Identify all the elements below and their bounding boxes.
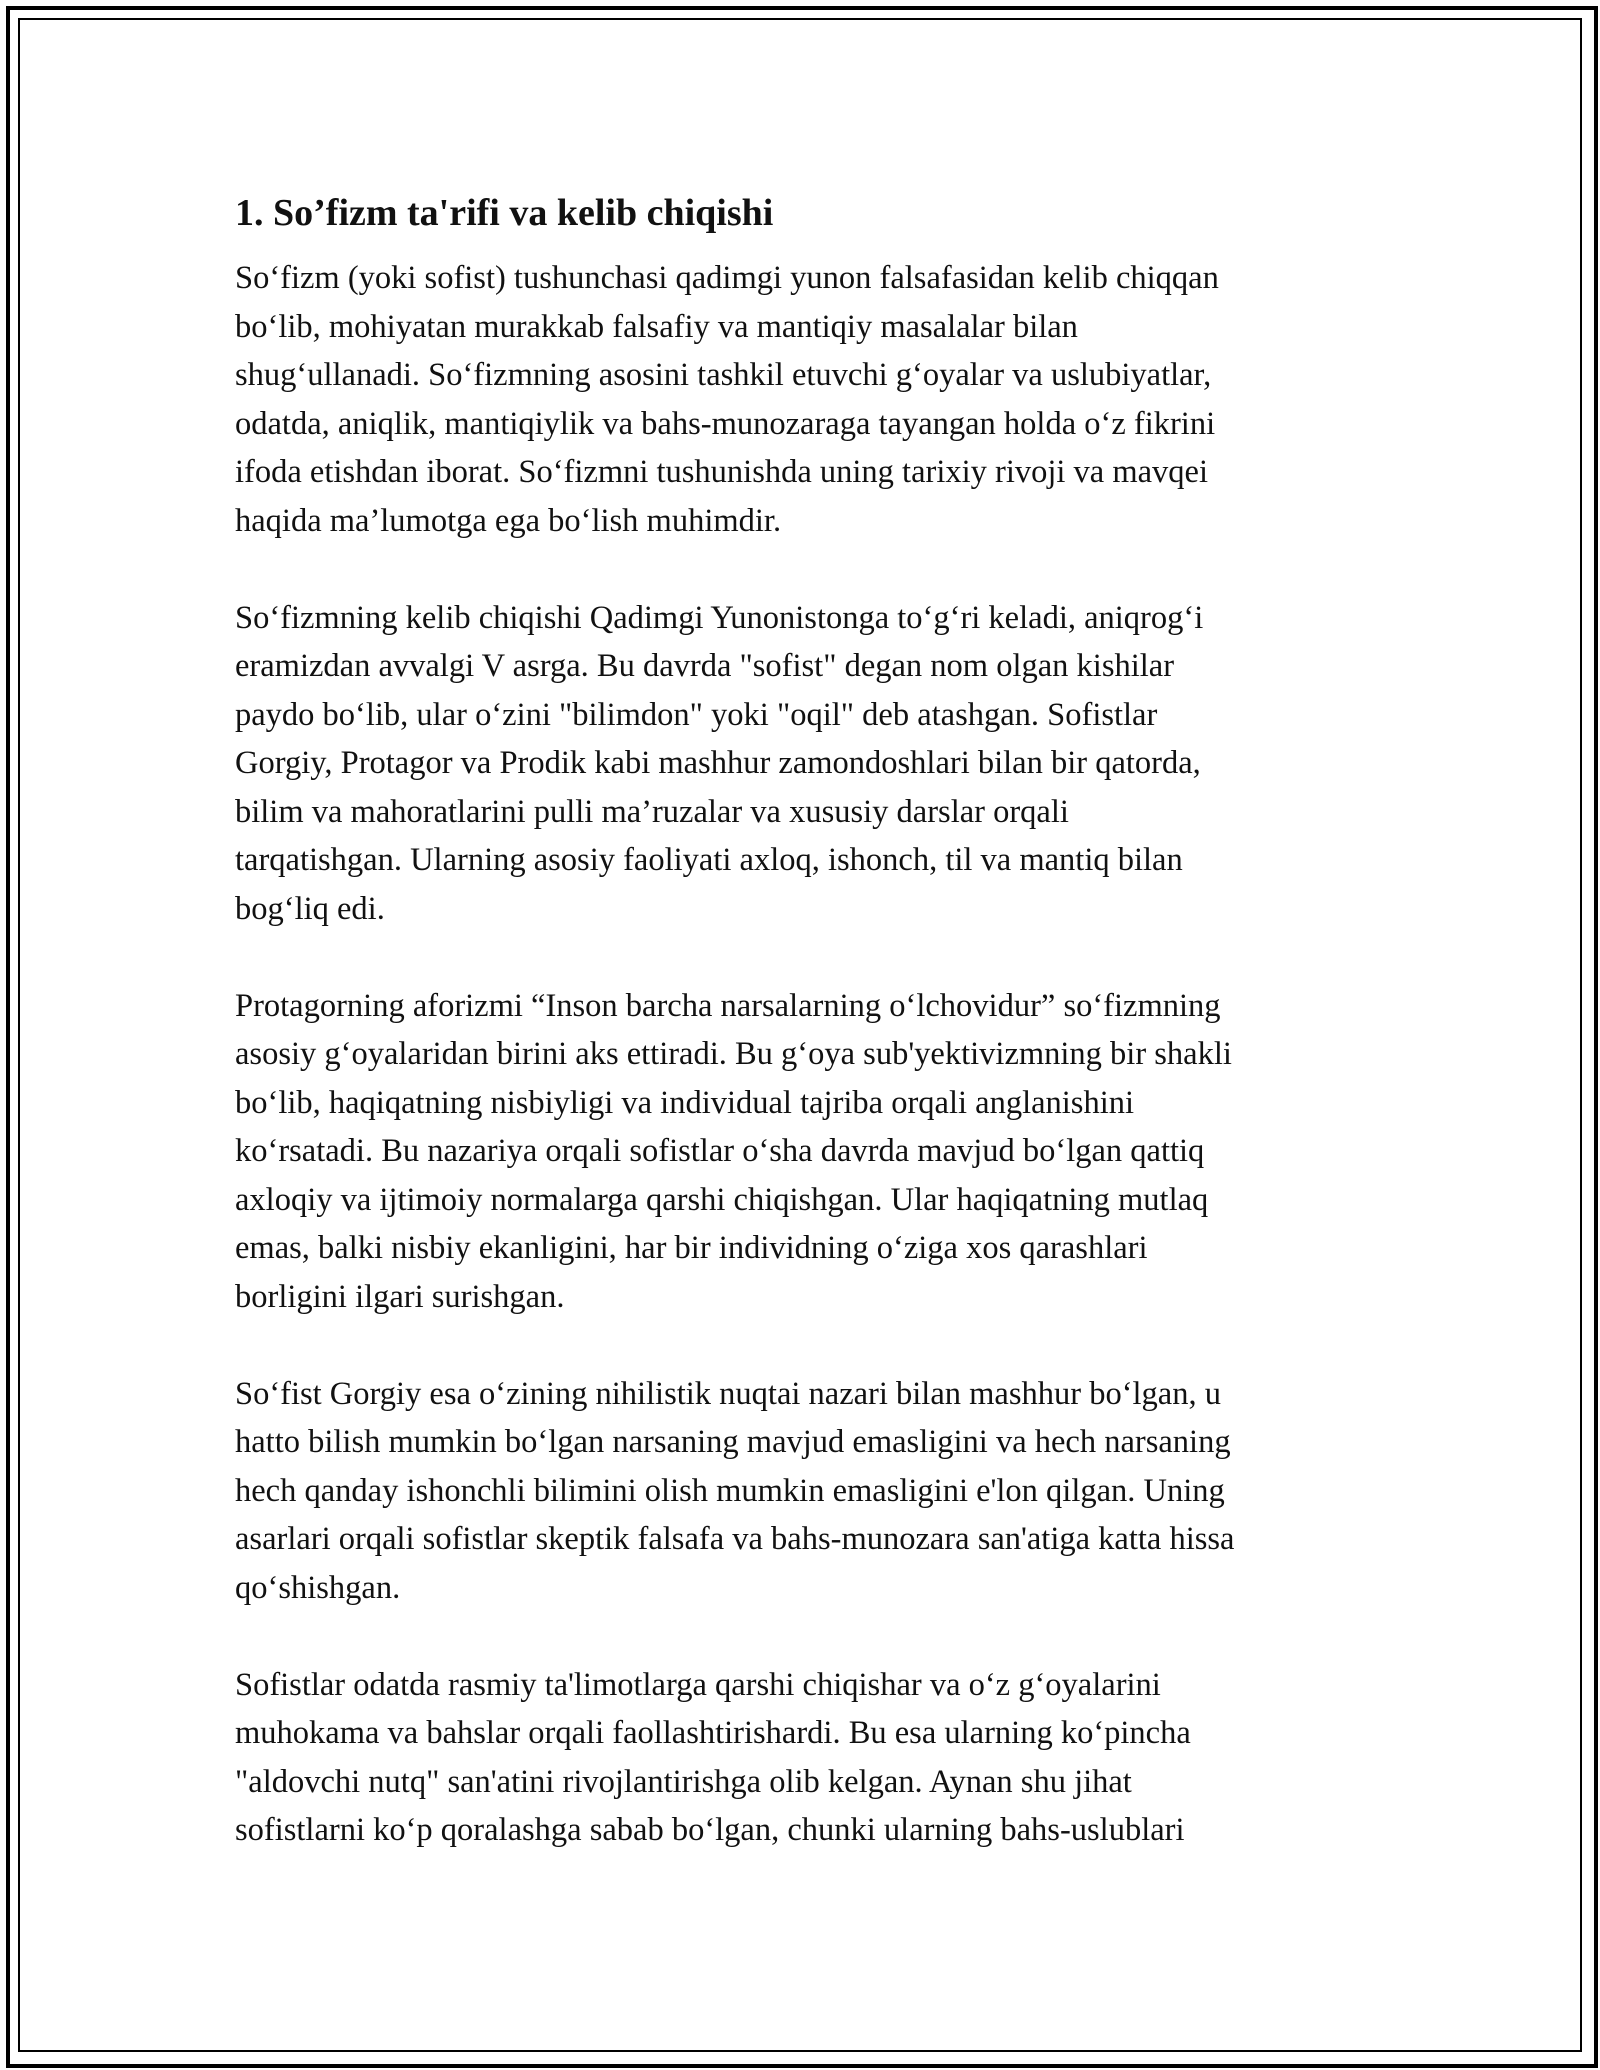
text-line: asosiy g‘oyalaridan birini aks ettiradi. Bu g‘oya sub'yektivizmning bir shakli xyxy=(235,1036,1232,1072)
text-line: So‘fist Gorgiy esa o‘zining nihilistik nuqtai nazari bilan mashhur bo‘lgan, u xyxy=(235,1375,1221,1412)
paragraph-1 xyxy=(235,254,1375,545)
paragraph-4 xyxy=(235,1370,1375,1613)
text-line: sofistlarni ko‘p qoralashga sabab bo‘lgan, chunki ularning bahs-uslublari xyxy=(235,1812,1185,1848)
text-line: emas, balki nisbiy ekanligini, har bir individning o‘ziga xos qarashlari xyxy=(235,1230,1148,1266)
text-line: eramizdan avvalgi V asrga. Bu davrda "sofist" degan nom olgan kishilar xyxy=(235,648,1175,684)
text-line: So‘fizmning kelib chiqishi Qadimgi Yunonistonga to‘g‘ri keladi, aniqrog‘i xyxy=(235,599,1204,636)
text-line: qo‘shishgan. xyxy=(235,1569,401,1606)
document-page xyxy=(235,188,1375,1903)
paragraph-2 xyxy=(235,594,1375,934)
paragraph-5 xyxy=(235,1661,1375,1855)
text-line: Gorgiy, Protagor va Prodik kabi mashhur zamondoshlari bilan bir qatorda, xyxy=(235,745,1201,781)
text-line: borligini ilgari surishgan. xyxy=(235,1278,565,1315)
section-heading: 1. So’fizm ta'rifi va kelib chiqishi xyxy=(235,192,774,234)
text-line: asarlari orqali sofistlar skeptik falsafa va bahs-munozara san'atiga katta hissa xyxy=(235,1521,1235,1557)
text-line: "aldovchi nutq" san'atini rivojlantirishga olib kelgan. Aynan shu jihat xyxy=(235,1763,1132,1800)
paragraph-3 xyxy=(235,982,1375,1322)
text-line: bilim va mahoratlarini pulli ma’ruzalar va xususiy darslar orqali xyxy=(235,793,1069,830)
text-line: paydo bo‘lib, ular o‘zini "bilimdon" yoki "oqil" deb atashgan. Sofistlar xyxy=(235,696,1158,733)
text-line: Protagorning aforizmi “Inson barcha narsalarning o‘lchovidur” so‘fizmning xyxy=(235,987,1221,1024)
text-line: axloqiy va ijtimoiy normalarga qarshi chiqishgan. Ular haqiqatning mutlaq xyxy=(235,1181,1209,1218)
text-line: muhokama va bahslar orqali faollashtirishardi. Bu esa ularning ko‘pincha xyxy=(235,1715,1191,1751)
text-line: hech qanday ishonchli bilimini olish mumkin emasligini e'lon qilgan. Uning xyxy=(235,1472,1225,1509)
text-line: shug‘ullanadi. So‘fizmning asosini tashkil etuvchi g‘oyalar va uslubiyatlar, xyxy=(235,357,1212,393)
text-line: haqida ma’lumotga ega bo‘lish muhimdir. xyxy=(235,502,782,539)
text-line: bog‘liq edi. xyxy=(235,890,385,927)
text-line: bo‘lib, haqiqatning nisbiyligi va individual tajriba orqali anglanishini xyxy=(235,1084,1135,1121)
text-line: ifoda etishdan iborat. So‘fizmni tushunishda uning tarixiy rivoji va mavqei xyxy=(235,454,1209,490)
text-line: So‘fizm (yoki sofist) tushunchasi qadimgi yunon falsafasidan kelib chiqqan xyxy=(235,260,1219,296)
text-line: tarqatishgan. Ularning asosiy faoliyati axloq, ishonch, til va mantiq bilan xyxy=(235,842,1183,878)
text-line: bo‘lib, mohiyatan murakkab falsafiy va mantiqiy masalalar bilan xyxy=(235,308,1078,345)
text-line: ko‘rsatadi. Bu nazariya orqali sofistlar o‘sha davrda mavjud bo‘lgan qattiq xyxy=(235,1133,1205,1169)
text-line: odatda, aniqlik, mantiqiylik va bahs-munozaraga tayangan holda o‘z fikrini xyxy=(235,405,1216,442)
text-line: Sofistlar odatda rasmiy ta'limotlarga qarshi chiqishar va o‘z g‘oyalarini xyxy=(235,1666,1161,1703)
text-line: hatto bilish mumkin bo‘lgan narsaning mavjud emasligini va hech narsaning xyxy=(235,1424,1231,1460)
